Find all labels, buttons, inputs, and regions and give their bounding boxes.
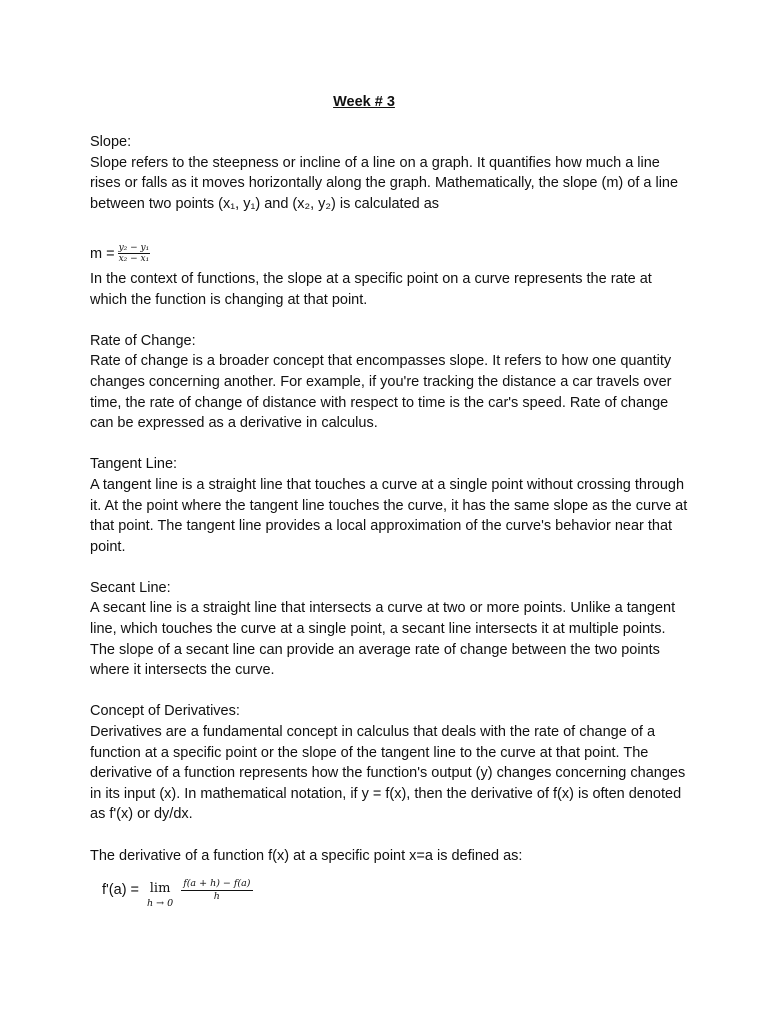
section-heading-slope: Slope: [90,134,132,150]
spacer [90,434,690,455]
derivative-formula-lhs: f'(a) = [102,882,140,899]
section-body-rate-of-change: Rate of change is a broader concept that encompasses slope. It refers to how one quantity changes concerning another. For example, if you're tracking the distance a car travels over time, the rate of change of distance with respect to time is the car's speed. Rate of change can be expressed as a derivative in calculus. [90,353,672,432]
slope-formula [90,239,690,269]
section-body-slope: Slope refers to the steepness or incline of a line on a graph. It quantifies how much a line rises or falls as it moves horizontally along the graph. Mathematically, the slope (m) of a line between two points (x₁, y₁) and (x₂, y₂) is calculated as [90,154,679,212]
slope-numerator: y₂ − y₁ [118,243,150,254]
slope-denominator: x₂ − x₁ [118,254,150,265]
limit-operator [147,880,173,910]
difference-quotient-numerator: f(a + h) − f(a) [183,878,251,890]
page-title: Week # 3 [333,94,395,110]
slope-fraction [118,243,151,264]
section-body-slope-after: In the context of functions, the slope at a specific point on a curve represents the rate at which the function is changing at that point. [90,270,652,308]
definition-intro: The derivative of a function f(x) at a specific point x=a is defined as: [90,847,523,864]
spacer [90,310,690,331]
section-body-secant-line: A secant line is a straight line that intersects a curve at two or more points. Unlike a tangent line, which touches the curve at a single point, a secant line intersects it at multiple points. The slope of a secant line can provide an average rate of change between the two points where it intersects the curve. [90,600,676,679]
difference-quotient [181,878,252,903]
spacer [90,681,690,702]
section-body-derivatives: Derivatives are a fundamental concept in calculus that deals with the rate of change of a function at a specific point or the slope of the tangent line to the curve at that point. The derivative of a function represents how the function's output (y) changes concerning changes in its input (x). In mathematical notation, if y = f(x), then the derivative of f(x) is often denoted as f'(x) or dy/dx. [90,724,686,823]
document-body [90,132,690,920]
section-heading-tangent-line: Tangent Line: [90,456,178,473]
section-heading-secant-line: Secant Line: [90,579,171,596]
spacer [90,557,690,578]
section-heading-derivatives: Concept of Derivatives: [90,703,240,720]
derivative-formula [102,876,690,920]
slope-formula-lhs: m = [90,245,115,262]
spacer [90,825,690,846]
difference-quotient-denominator: h [213,891,220,903]
spacer [90,214,690,235]
section-body-tangent-line: A tangent line is a straight line that touches a curve at a single point without crossing through it. At the point where the tangent line touches the curve, it has the same slope as the curve at that point. The tangent line provides a local approximation of the curve's behavior near that point. [90,476,688,555]
section-heading-rate-of-change: Rate of Change: [90,332,196,349]
limit-word: lim [149,881,171,897]
limit-subscript: h → 0 [147,898,174,910]
